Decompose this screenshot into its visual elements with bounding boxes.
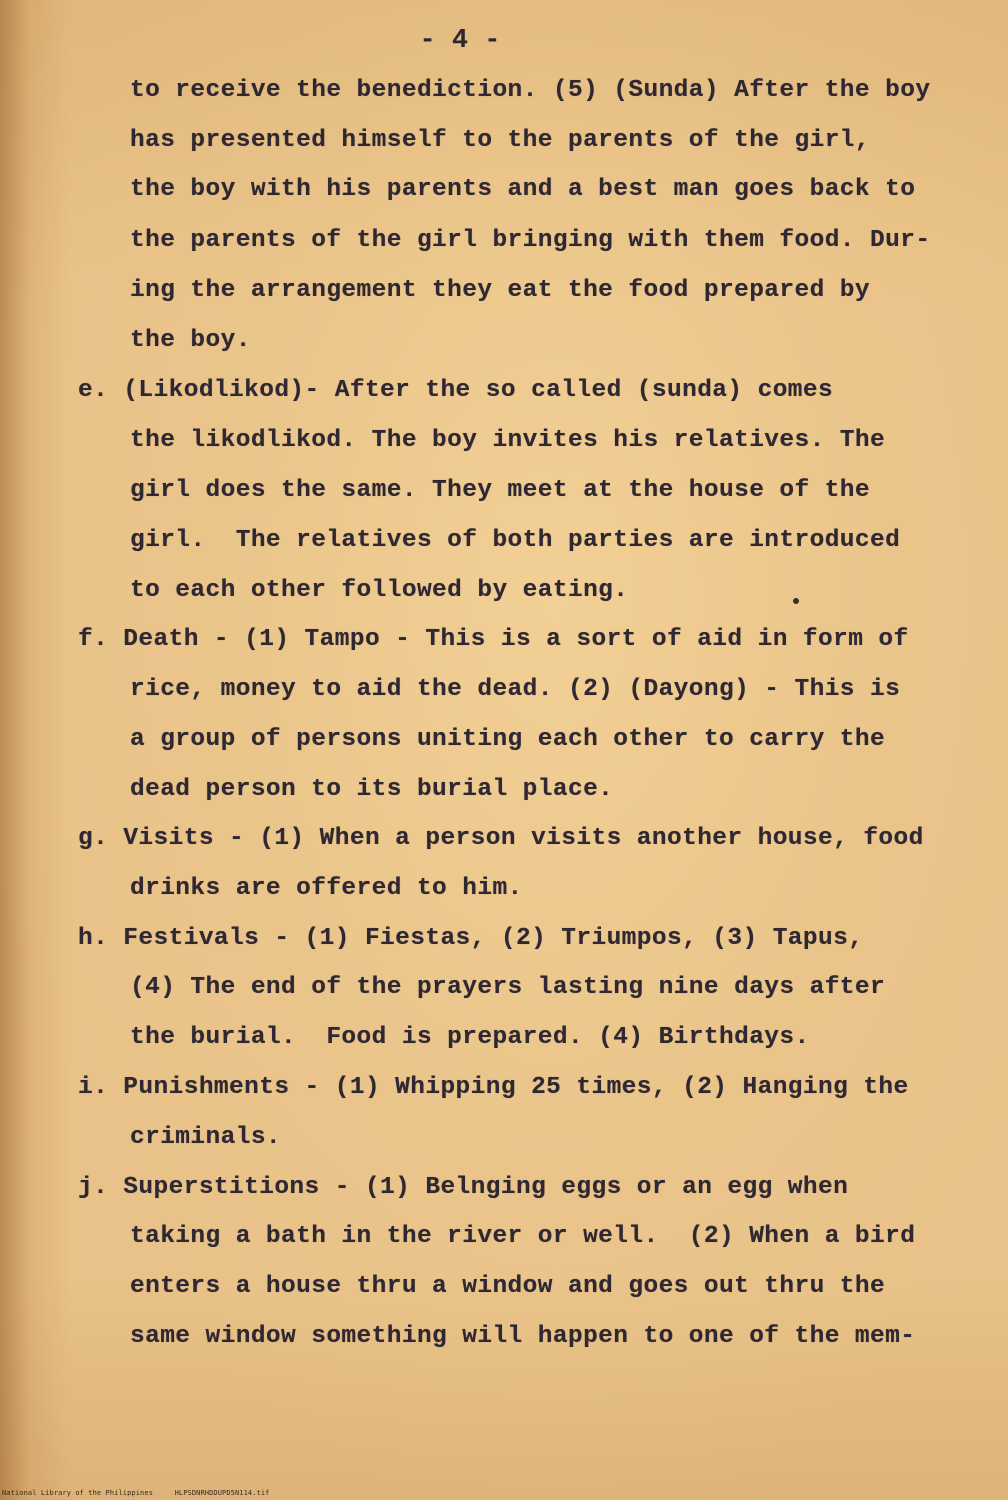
text-line: enters a house thru a window and goes out thru the [130,1273,886,1300]
text-line: e. (Likodlikod)- After the so called (sunda) comes [78,377,834,404]
text-line: i. Punishments - (1) Whipping 25 times, (2) Hanging the [78,1074,909,1101]
text-line: girl. The relatives of both parties are introduced [130,527,901,554]
text-line: dead person to its burial place. [130,776,614,803]
text-line: taking a bath in the river or well. (2) When a bird [130,1223,916,1250]
text-line: rice, money to aid the dead. (2) (Dayong) - This is [130,676,901,703]
text-line: the boy with his parents and a best man goes back to [130,176,916,203]
text-line: the burial. Food is prepared. (4) Birthdays. [130,1024,810,1051]
text-line: (4) The end of the prayers lasting nine days after [130,974,886,1001]
text-line: f. Death - (1) Tampo - This is a sort of aid in form of [78,626,909,653]
ink-speck [793,598,799,604]
text-line: drinks are offered to him. [130,875,523,902]
text-line: girl does the same. They meet at the house of the [130,477,871,504]
page-number: - 4 - [419,26,501,56]
text-line: h. Festivals - (1) Fiestas, (2) Triumpos, (3) Tapus, [78,925,864,952]
text-line: same window something will happen to one of the mem- [130,1323,916,1350]
text-line: to each other followed by eating. [130,577,629,604]
text-line: the likodlikod. The boy invites his relatives. The [130,427,886,454]
text-line: the boy. [130,327,251,354]
text-line: g. Visits - (1) When a person visits another house, food [78,825,924,852]
text-line: a group of persons uniting each other to carry the [130,726,886,753]
text-line: ing the arrangement they eat the food prepared by [130,277,871,304]
text-line: to receive the benediction. (5) (Sunda) After the boy [130,77,931,104]
text-line: has presented himself to the parents of the girl, [130,127,871,154]
text-line: criminals. [130,1124,282,1151]
text-line: j. Superstitions - (1) Belnging eggs or an egg when [78,1174,849,1201]
text-line: the parents of the girl bringing with them food. Dur- [130,227,931,254]
scan-footer: National Library of the Philippines HLPSDNRHDDUPD5N114.tif [2,1489,270,1497]
